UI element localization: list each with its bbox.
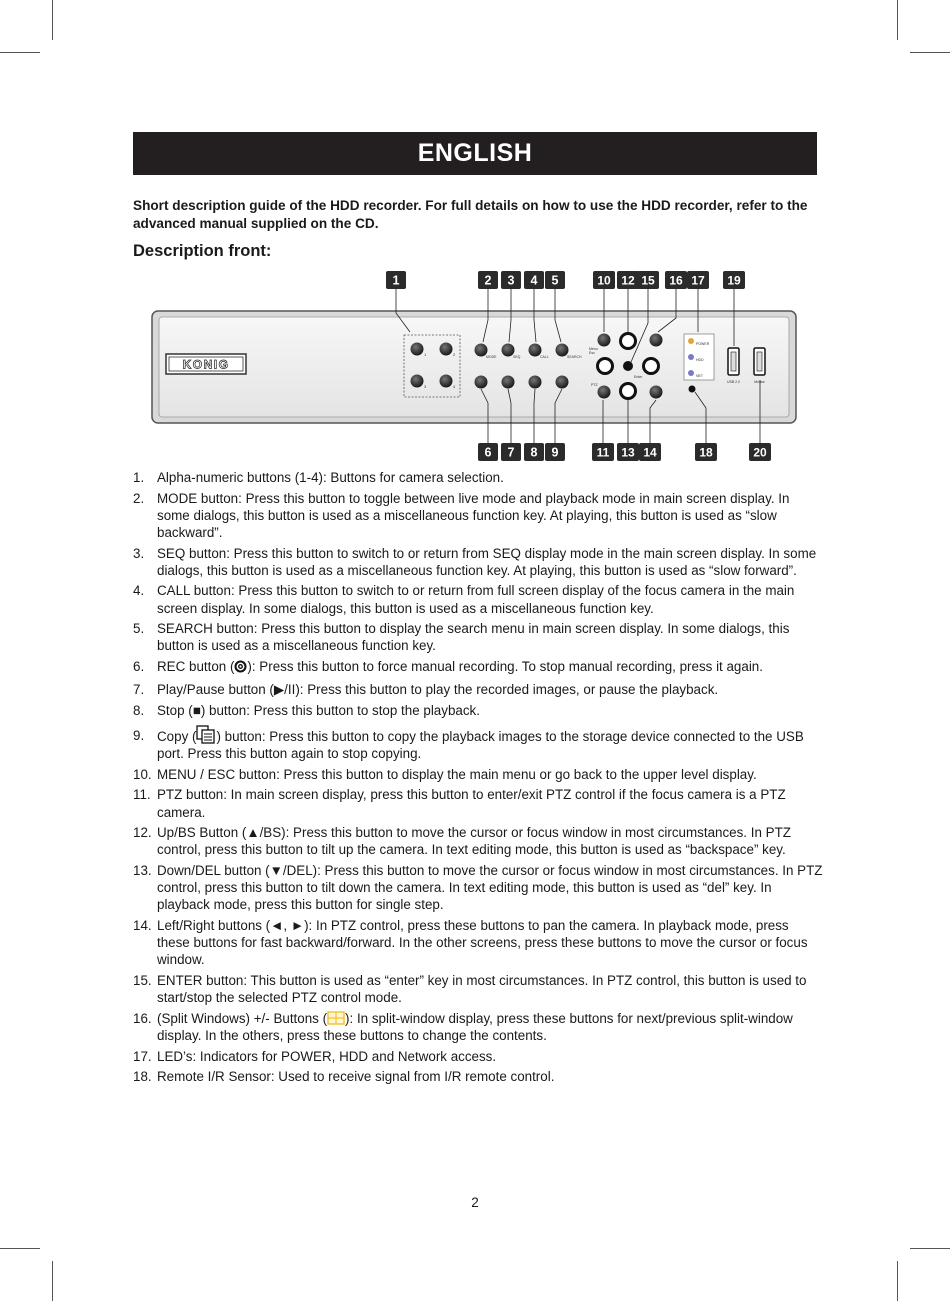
list-item: 8. Stop (■) button: Press this button to stop the playback. bbox=[133, 702, 480, 718]
list-item: 18. Remote I/R Sensor: Used to receive signal from I/R remote control. bbox=[133, 1069, 555, 1085]
svg-text:16: 16 bbox=[669, 273, 683, 288]
svg-text:1: 1 bbox=[392, 273, 400, 288]
seq-label: SEQ bbox=[513, 355, 521, 359]
crop-mark bbox=[52, 1261, 53, 1301]
play-pause-button bbox=[502, 376, 515, 389]
list-item: 2. MODE button: Press this button to toggle between live mode and playback mode in main screen display. In some dialogs, this button is used as a miscellaneous function key. At playing, this button is used as “slow backward”. bbox=[133, 490, 790, 540]
callout-6 bbox=[478, 443, 498, 461]
svg-text:19: 19 bbox=[727, 273, 741, 288]
logo-text: KONIG bbox=[182, 357, 230, 372]
button-description-list bbox=[133, 469, 823, 1089]
svg-text:20: 20 bbox=[753, 445, 767, 460]
mode-label: MODE bbox=[486, 355, 497, 359]
stop-button bbox=[529, 376, 542, 389]
hdd-led bbox=[688, 354, 694, 360]
svg-text:6: 6 bbox=[484, 445, 492, 460]
crop-mark bbox=[0, 52, 40, 53]
crop-mark bbox=[910, 1248, 950, 1249]
list-item: 5. SEARCH button: Press this button to display the search menu in main screen display. In some dialogs, this button is used as a miscellaneous function key. bbox=[133, 621, 790, 654]
esc-label: Esc bbox=[589, 351, 595, 355]
channel-3-label: 3 bbox=[424, 384, 427, 389]
list-item: 11. PTZ button: In main screen display, press this button to enter/exit PTZ control if the focus camera is a PTZ camera. bbox=[133, 787, 786, 820]
usb-port-label: USB 2.0 bbox=[726, 380, 741, 384]
record-button bbox=[475, 376, 488, 389]
list-item: 3. SEQ button: Press this button to switch to or return from SEQ display mode in the main screen display. In some dialogs, this button is used as a miscellaneous function key. At playing, this button is used as “slow forward”. bbox=[133, 545, 817, 578]
callout-16 bbox=[665, 271, 687, 289]
split-window-minus-button bbox=[650, 386, 663, 399]
page-number: 2 bbox=[471, 1195, 479, 1210]
list-item: 16. (Split Windows) +/- Buttons ( ): In split-window display, press these buttons for next/previous split-window display. In the others, press these buttons to change the contents. bbox=[133, 1010, 793, 1043]
callout-13 bbox=[617, 443, 639, 461]
callout-3 bbox=[501, 271, 521, 289]
ptz-button bbox=[598, 386, 611, 399]
net-led bbox=[688, 370, 694, 376]
intro-text: Short description guide of the HDD recorder. For full details on how to use the HDD recorder, refer to the advanced manual supplied on the CD. bbox=[133, 198, 808, 231]
callout-20 bbox=[749, 443, 771, 461]
menu-esc-button bbox=[598, 334, 611, 347]
crop-mark bbox=[0, 1248, 40, 1249]
split-window-plus-button bbox=[650, 334, 663, 347]
list-item: 9. Copy ( ) button: Press this button to copy the playback images to the storage device connected to the USB port. Press this button again to stop copying. bbox=[133, 725, 823, 762]
svg-text:3: 3 bbox=[507, 273, 515, 288]
list-item: 15. ENTER button: This button is used as “enter” key in most circumstances. In PTZ control, this button is used to start/stop the selected PTZ control mode. bbox=[133, 972, 807, 1006]
ir-sensor bbox=[689, 386, 696, 393]
callout-15 bbox=[637, 271, 659, 289]
list-item: 12. Up/BS Button (▲/BS): Press this button to move the cursor or focus window in most circumstances. In PTZ control, press this button to tilt up the camera. In text editing mode, this button is used as “backspace” key. bbox=[133, 825, 791, 858]
list-item: 7. Play/Pause button (▶/II): Press this button to play the recorded images, or pause the playback. bbox=[133, 682, 719, 698]
svg-text:4: 4 bbox=[530, 273, 538, 288]
call-label: CALL bbox=[540, 355, 549, 359]
hdd-led-label: HDD bbox=[696, 358, 704, 362]
ptz-label: PTZ bbox=[591, 383, 598, 387]
callout-17 bbox=[687, 271, 709, 289]
list-item: 10. MENU / ESC button: Press this button to display the main menu or go back to the upper level display. bbox=[133, 766, 757, 782]
list-item: 14. Left/Right buttons (◄, ►): In PTZ control, press these buttons to pan the camera. In playback mode, press these buttons for fast backward/forward. In the other screens, press these buttons to move the cursor or focus window. bbox=[133, 917, 808, 968]
front-panel-diagram bbox=[148, 268, 800, 464]
svg-text:15: 15 bbox=[641, 273, 655, 288]
crop-mark bbox=[910, 52, 950, 53]
crop-mark bbox=[897, 1261, 898, 1301]
channel-1-label: 1 bbox=[424, 352, 427, 357]
usb-port-inner bbox=[731, 352, 736, 371]
section-title: Description front: bbox=[133, 242, 272, 260]
callout-4 bbox=[524, 271, 544, 289]
callout-7 bbox=[501, 443, 521, 461]
svg-text:9: 9 bbox=[551, 445, 559, 460]
callout-11 bbox=[592, 443, 614, 461]
svg-text:17: 17 bbox=[691, 273, 705, 288]
callout-14 bbox=[639, 443, 661, 461]
copy-button bbox=[556, 376, 569, 389]
svg-text:2: 2 bbox=[484, 273, 492, 288]
channel-2-button bbox=[440, 343, 453, 356]
svg-text:5: 5 bbox=[551, 273, 559, 288]
list-item: 13. Down/DEL button (▼/DEL): Press this button to move the cursor or focus window in most circumstances. In PTZ control, press this button to tilt down the camera. In text editing mode, this button is used as “del” key. In playback mode, press this button for single step. bbox=[133, 862, 823, 913]
svg-text:8: 8 bbox=[530, 445, 538, 460]
callout-12 bbox=[617, 271, 639, 289]
power-led-label: POWER bbox=[696, 342, 710, 346]
list-item: 6. REC button ( ): Press this button to force manual recording. To stop manual recording, press it again. bbox=[133, 658, 763, 674]
svg-text:12: 12 bbox=[621, 273, 635, 288]
channel-1-button bbox=[411, 343, 424, 356]
callout-2 bbox=[478, 271, 498, 289]
channel-3-button bbox=[411, 375, 424, 388]
callout-5 bbox=[545, 271, 565, 289]
list-item: 1. Alpha-numeric buttons (1-4): Buttons for camera selection. bbox=[133, 470, 504, 485]
svg-text:10: 10 bbox=[597, 273, 611, 288]
record-icon bbox=[234, 660, 247, 673]
menu-label: Menu bbox=[589, 347, 598, 351]
list-item: 4. CALL button: Press this button to switch to or return from full screen display of the focus camera in the main screen display. In some dialogs, this button is used as a miscellaneous function key. bbox=[133, 583, 795, 616]
copy-icon bbox=[196, 725, 216, 744]
net-led-label: NET bbox=[696, 374, 703, 378]
callout-18 bbox=[695, 443, 717, 461]
channel-4-button bbox=[440, 375, 453, 388]
crop-mark bbox=[897, 0, 898, 40]
svg-text:7: 7 bbox=[507, 445, 515, 460]
language-banner: ENGLISH bbox=[133, 132, 817, 175]
split-window-icon bbox=[327, 1011, 345, 1025]
svg-text:18: 18 bbox=[699, 445, 713, 460]
enter-label: Enter bbox=[634, 375, 643, 379]
channel-2-label: 2 bbox=[453, 352, 456, 357]
up-bs-button bbox=[621, 334, 636, 349]
enter-button bbox=[623, 361, 633, 371]
svg-text:11: 11 bbox=[596, 445, 610, 460]
search-label: SEARCH bbox=[567, 355, 582, 359]
callout-8 bbox=[524, 443, 544, 461]
mouse-port-inner bbox=[757, 352, 762, 371]
callout-1 bbox=[386, 271, 406, 289]
svg-text:13: 13 bbox=[621, 445, 635, 460]
list-item: 17. LED’s: Indicators for POWER, HDD and Network access. bbox=[133, 1048, 497, 1064]
left-button bbox=[598, 359, 613, 374]
channel-4-label: 4 bbox=[453, 384, 456, 389]
down-del-button bbox=[621, 384, 636, 399]
crop-mark bbox=[52, 0, 53, 40]
power-led bbox=[688, 338, 694, 344]
callout-19 bbox=[723, 271, 745, 289]
callout-9 bbox=[545, 443, 565, 461]
mouse-port-label: Mouse bbox=[754, 380, 765, 384]
svg-text:14: 14 bbox=[643, 445, 657, 460]
callout-10 bbox=[593, 271, 615, 289]
right-button bbox=[644, 359, 659, 374]
